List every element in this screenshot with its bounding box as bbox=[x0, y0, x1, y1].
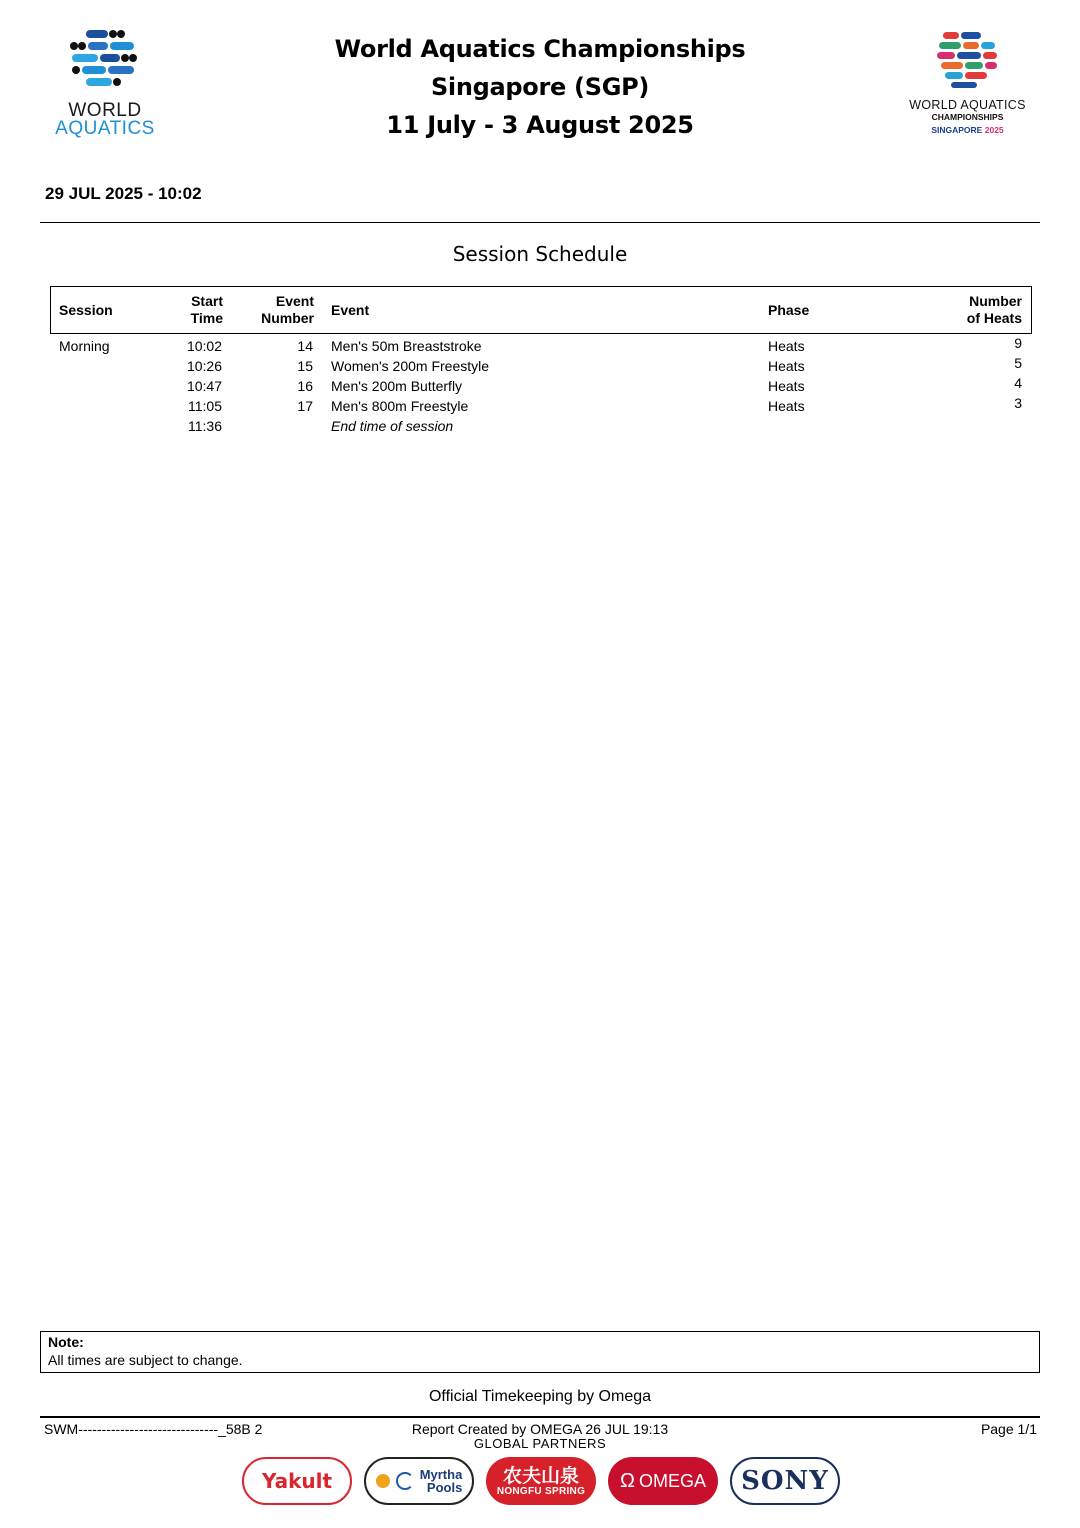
cell-start-time: 10:02 bbox=[186, 338, 222, 354]
cell-phase: Heats bbox=[768, 398, 805, 414]
footer-divider bbox=[40, 1416, 1040, 1418]
cell-event-number: 14 bbox=[297, 338, 313, 354]
cell-phase: Heats bbox=[768, 358, 805, 374]
cell-event: End time of session bbox=[331, 418, 454, 434]
nongfu-chinese-wordmark: 农夫山泉 bbox=[502, 1464, 579, 1487]
official-timekeeping: Official Timekeeping by Omega bbox=[428, 1388, 652, 1405]
col-header-event-number bbox=[251, 293, 314, 327]
title-line-1: World Aquatics Championships bbox=[334, 35, 746, 63]
sun-icon bbox=[376, 1474, 390, 1488]
cell-start-time: 10:47 bbox=[186, 378, 222, 394]
cell-event-number: 16 bbox=[297, 378, 313, 394]
title-line-3: 11 July - 3 August 2025 bbox=[386, 111, 694, 139]
cell-phase: Heats bbox=[768, 378, 805, 394]
page-number: Page 1/1 bbox=[980, 1421, 1037, 1437]
cell-number-of-heats: 3 bbox=[1014, 395, 1022, 411]
championships-logo bbox=[895, 28, 1040, 140]
col-header-event-number-line2: Number bbox=[261, 310, 314, 326]
col-header-session: Session bbox=[59, 302, 113, 318]
nongfu-spring-logo bbox=[486, 1457, 596, 1505]
nongfu-english-wordmark: NONGFU SPRING bbox=[496, 1485, 586, 1497]
cell-event: Men's 800m Freestyle bbox=[331, 398, 469, 414]
col-header-start-time-line1: Start bbox=[191, 293, 223, 309]
table-row bbox=[50, 376, 1032, 396]
report-title: Session Schedule bbox=[452, 242, 628, 266]
table-row bbox=[50, 416, 1032, 436]
cell-number-of-heats: 4 bbox=[1014, 375, 1022, 391]
note-text: All times are subject to change. bbox=[48, 1352, 243, 1368]
champ-logo-city: SINGAPORE bbox=[931, 125, 983, 135]
yakult-wordmark: Yakult bbox=[261, 1469, 333, 1493]
report-code: SWM------------------------------_58B 2 bbox=[44, 1421, 263, 1437]
cell-event: Men's 50m Breaststroke bbox=[331, 338, 482, 354]
table-row bbox=[50, 336, 1032, 356]
sony-wordmark: SONY bbox=[741, 1466, 829, 1496]
myrtha-wordmark bbox=[420, 1468, 463, 1494]
cell-event-number: 15 bbox=[297, 358, 313, 374]
championship-title bbox=[300, 30, 780, 144]
col-header-start-time-line2: Time bbox=[190, 310, 223, 326]
note-label: Note: bbox=[48, 1334, 84, 1350]
col-header-event: Event bbox=[331, 302, 370, 318]
cell-start-time: 10:26 bbox=[186, 358, 222, 374]
header-divider bbox=[40, 222, 1040, 223]
champ-logo-line-2: CHAMPIONSHIPS bbox=[931, 112, 1004, 122]
title-line-2: Singapore (SGP) bbox=[430, 73, 650, 101]
champ-logo-line-1: WORLD AQUATICS bbox=[909, 98, 1026, 112]
table-row bbox=[50, 396, 1032, 416]
cell-session: Morning bbox=[59, 338, 110, 354]
myrtha-pools-logo bbox=[364, 1457, 474, 1505]
champ-logo-line-3 bbox=[895, 125, 1040, 135]
table-row bbox=[50, 356, 1032, 376]
col-header-number-of-heats bbox=[931, 293, 1022, 327]
myrtha-line1: Myrtha bbox=[419, 1467, 463, 1482]
logo-word-world: WORLD bbox=[68, 100, 142, 121]
schedule-table-header bbox=[50, 286, 1032, 334]
col-header-heats-line2: of Heats bbox=[966, 310, 1022, 326]
cell-start-time: 11:05 bbox=[188, 398, 222, 414]
report-date: 29 JUL 2025 - 10:02 bbox=[45, 184, 202, 203]
global-partners-label: GLOBAL PARTNERS bbox=[473, 1436, 607, 1451]
myrtha-line2: Pools bbox=[426, 1480, 463, 1495]
note-box bbox=[40, 1331, 1040, 1373]
sony-logo bbox=[730, 1457, 840, 1505]
cell-event: Women's 200m Freestyle bbox=[331, 358, 490, 374]
col-header-event-number-line1: Event bbox=[275, 293, 314, 309]
cell-event: Men's 200m Butterfly bbox=[331, 378, 463, 394]
col-header-heats-line1: Number bbox=[969, 293, 1022, 309]
cell-number-of-heats: 5 bbox=[1014, 355, 1022, 371]
wave-icon bbox=[396, 1472, 414, 1490]
championships-mark-icon bbox=[935, 28, 1001, 90]
world-aquatics-mark-icon bbox=[68, 26, 142, 92]
omega-logo bbox=[608, 1457, 718, 1505]
yakult-logo bbox=[242, 1457, 352, 1505]
col-header-phase: Phase bbox=[768, 302, 810, 318]
champ-logo-year: 2025 bbox=[984, 125, 1004, 135]
report-created: Report Created by OMEGA 26 JUL 19:13 bbox=[411, 1421, 669, 1437]
world-aquatics-logo bbox=[40, 26, 170, 138]
cell-number-of-heats: 9 bbox=[1014, 335, 1022, 351]
cell-event-number: 17 bbox=[297, 398, 313, 414]
omega-symbol-icon: Ω bbox=[620, 1469, 635, 1492]
col-header-start-time bbox=[171, 293, 223, 327]
cell-start-time: 11:36 bbox=[188, 418, 222, 434]
omega-wordmark: OMEGA bbox=[638, 1470, 706, 1491]
cell-phase: Heats bbox=[768, 338, 805, 354]
logo-word-aquatics: AQUATICS bbox=[55, 118, 155, 139]
